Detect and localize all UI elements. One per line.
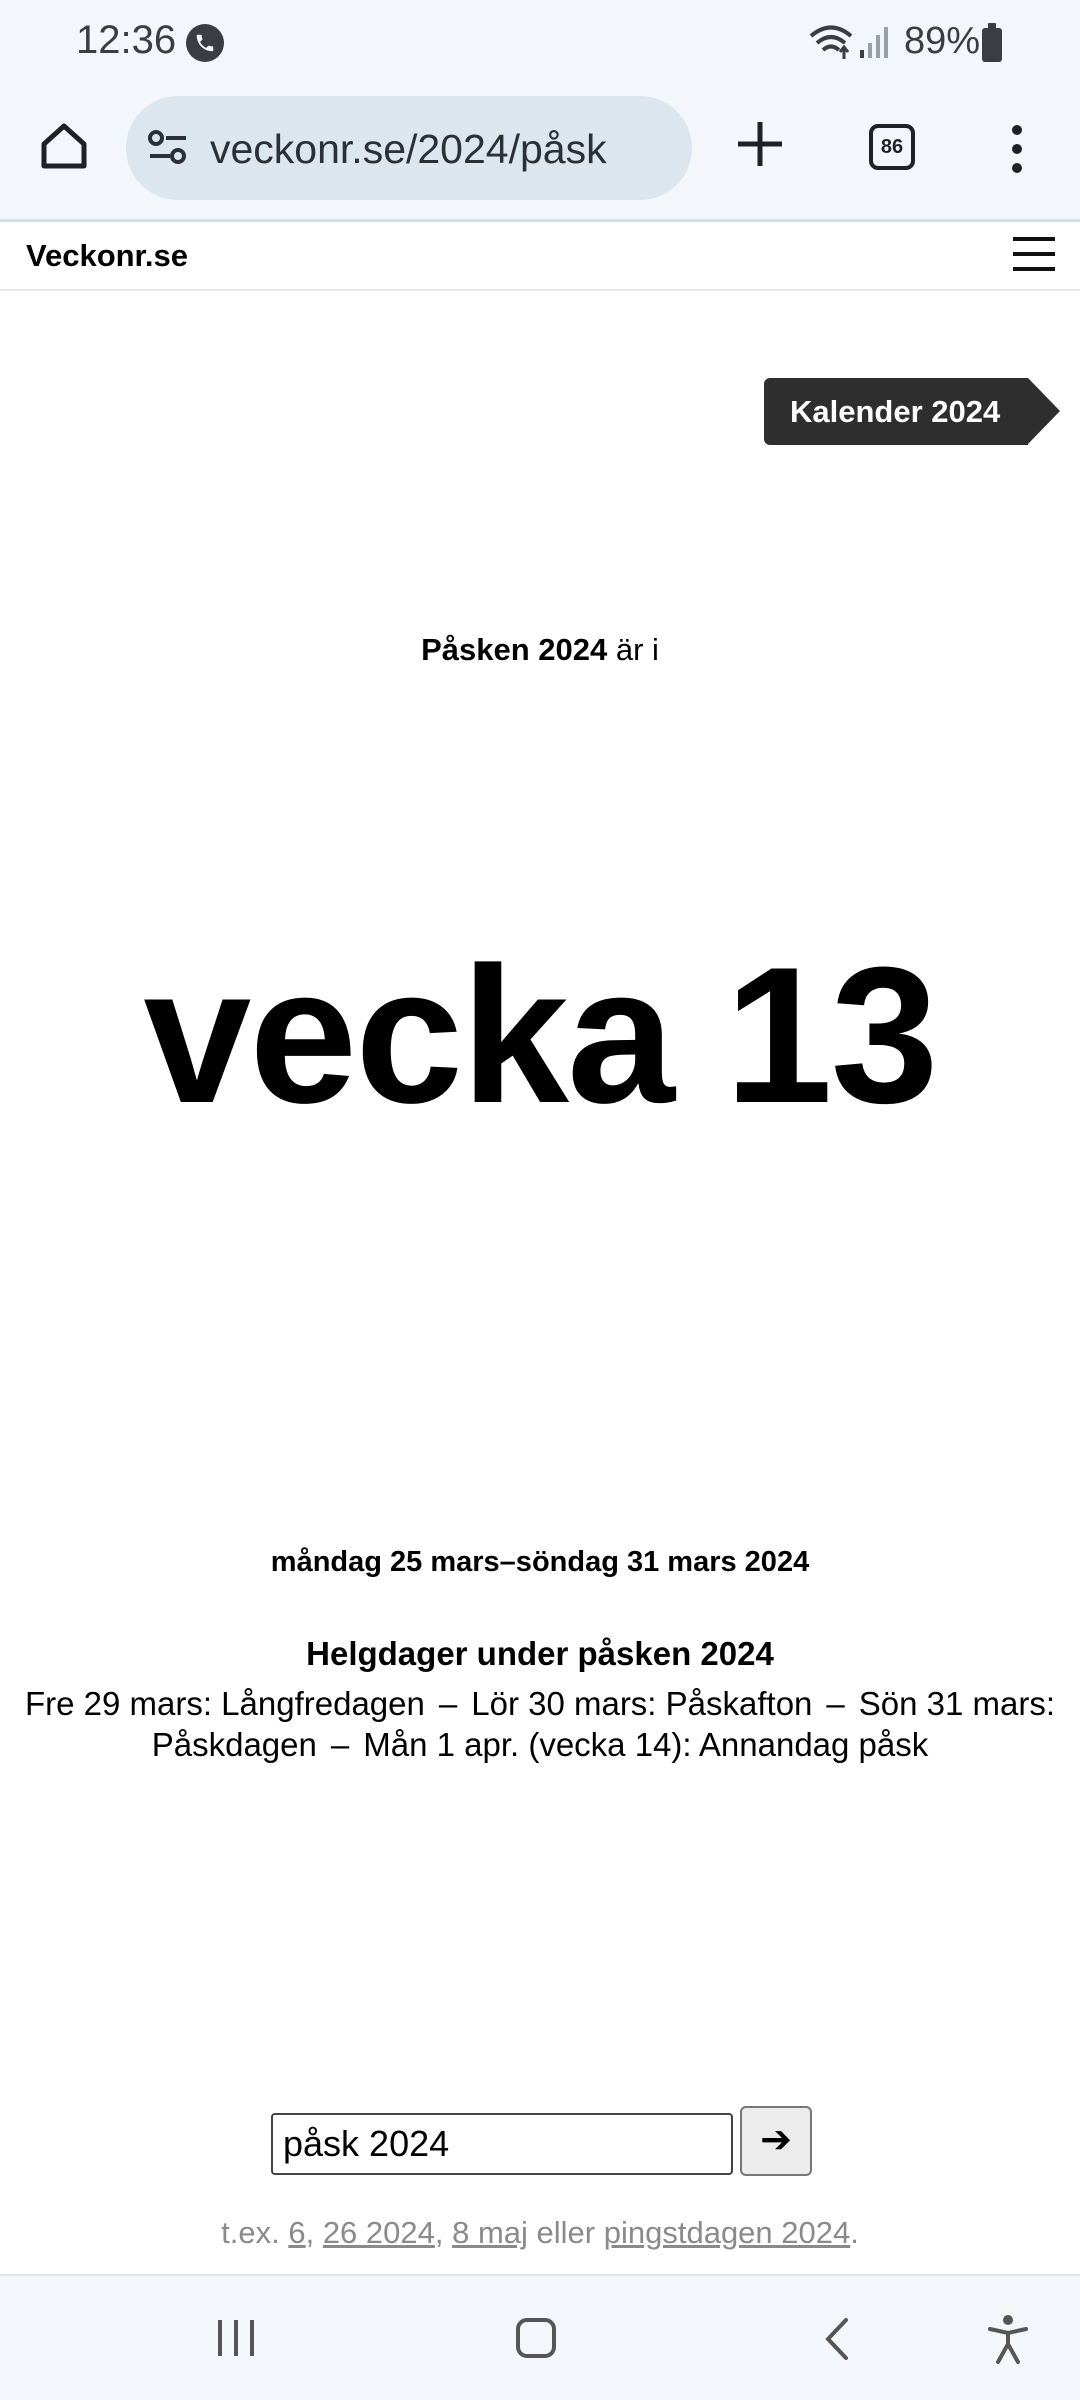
battery-icon <box>982 28 1002 62</box>
plus-icon[interactable] <box>734 118 786 170</box>
status-bar <box>0 0 1080 84</box>
search-examples <box>0 2215 1080 2251</box>
holiday-item: Mån 1 apr. (vecka 14): Annandag påsk <box>363 1726 929 1763</box>
site-header <box>0 225 1080 291</box>
search-input[interactable] <box>271 2113 733 2175</box>
system-nav-bar <box>0 2274 1080 2400</box>
holiday-separator: – <box>438 1685 458 1722</box>
example-link-week-year[interactable]: 26 2024 <box>322 2215 435 2250</box>
back-icon[interactable] <box>822 2316 852 2362</box>
tune-icon[interactable] <box>146 126 190 170</box>
holiday-item: Sön 31 mars: Påskdagen <box>151 1685 1056 1763</box>
site-logo[interactable]: Veckonr.se <box>26 238 189 273</box>
home-icon[interactable] <box>34 116 94 176</box>
url-text[interactable]: veckonr.se/2024/påsk <box>210 126 607 172</box>
holiday-item: Fre 29 mars: Långfredagen <box>24 1685 425 1722</box>
search-submit-button[interactable]: ➔ <box>740 2106 812 2176</box>
hamburger-menu-icon[interactable] <box>1013 237 1055 277</box>
browser-toolbar <box>0 84 1080 222</box>
week-number: vecka 13 <box>143 927 937 1144</box>
examples-suffix: . <box>850 2215 859 2250</box>
date-range: måndag 25 mars–söndag 31 mars 2024 <box>270 1546 810 1578</box>
examples-prefix: t.ex. <box>221 2215 289 2250</box>
status-time: 12:36 <box>76 18 177 62</box>
signal-icon <box>858 24 892 60</box>
tag-arrow <box>1028 378 1060 444</box>
holiday-separator: – <box>330 1726 350 1763</box>
wifi-icon <box>808 22 854 62</box>
more-vert-icon[interactable] <box>1004 124 1030 174</box>
nav-home-icon[interactable] <box>516 2318 556 2358</box>
tab-switcher-button[interactable]: 86 <box>869 124 915 170</box>
calendar-link-tag[interactable] <box>764 378 1022 445</box>
holiday-separator: – <box>826 1685 845 1722</box>
holidays-list <box>0 1683 1080 1765</box>
example-link-date[interactable]: 8 maj <box>452 2215 528 2250</box>
examples-separator: , <box>434 2215 453 2250</box>
recent-apps-icon[interactable] <box>214 2318 258 2358</box>
examples-middle: eller <box>527 2215 604 2250</box>
battery-percentage: 89% <box>904 20 981 62</box>
address-bar[interactable] <box>126 96 692 200</box>
intro-bold: Påsken 2024 <box>421 632 608 667</box>
examples-separator: , <box>305 2215 323 2250</box>
intro-rest: är i <box>607 632 659 667</box>
example-link-week[interactable]: 6 <box>288 2215 306 2250</box>
example-link-holiday[interactable]: pingstdagen 2024 <box>603 2215 851 2250</box>
holidays-heading: Helgdager under påsken 2024 <box>306 1635 774 1672</box>
phone-call-icon <box>186 24 224 62</box>
holiday-item: Lör 30 mars: Påskafton <box>471 1685 813 1722</box>
calendar-link-label[interactable]: Kalender 2024 <box>764 378 1028 445</box>
accessibility-icon[interactable] <box>986 2314 1030 2366</box>
intro-text <box>0 632 1080 668</box>
